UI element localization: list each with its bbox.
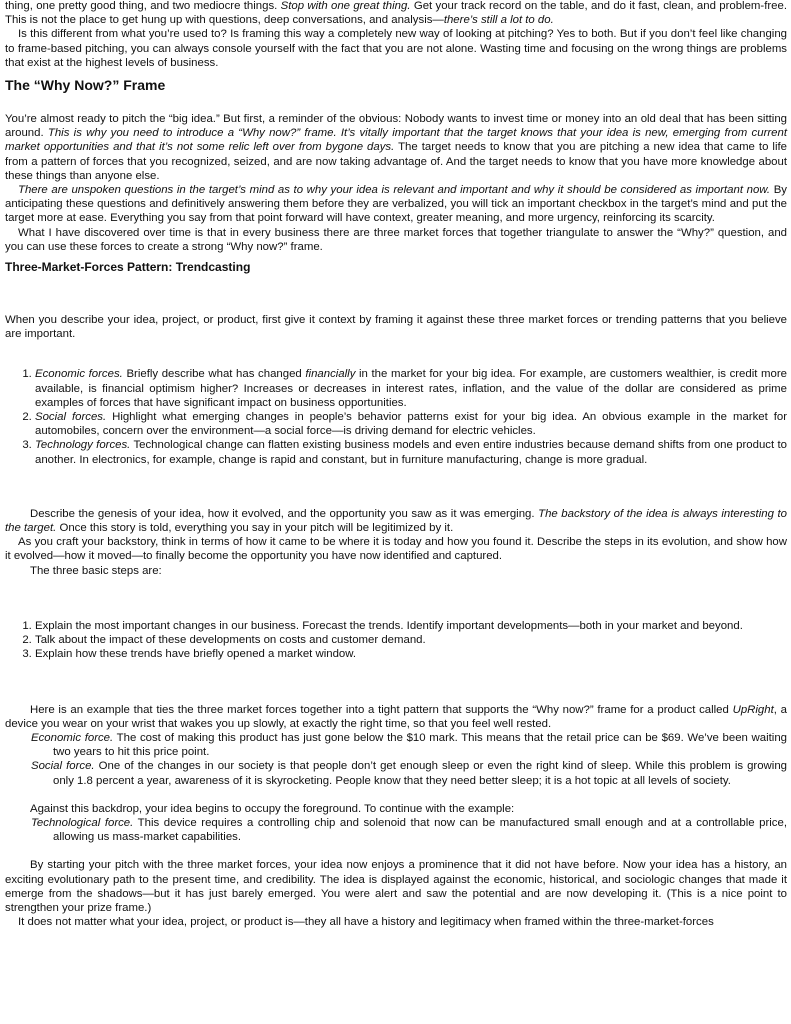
paragraph-backdrop: Against this backdrop, your idea begins to occupy the foreground. To continue with the example:: [30, 802, 515, 815]
list-item-step: 1. Explain the most important changes in our business. Forecast the trends. Identify important developments—both in your market and beyond.: [35, 619, 787, 633]
list-item-step: 2. Talk about the impact of these developments on costs and customer demand.: [35, 633, 787, 647]
market-forces-list: [5, 367, 787, 466]
list-item-step: 3. Explain how these trends have briefly opened a market window.: [35, 647, 787, 661]
heading-why-now-frame: The “Why Now?” Frame: [5, 77, 166, 94]
list-item-economic-forces: 1. Economic forces. Briefly describe what has changed financially in the market for your big idea. For example, are customers wealthier, is credit more available, is financial optimism higher? Increases or decreases in interest rates, inflation, and the value of the dollar are considered as prime examples of forces that have significant impact on business opportunities.: [35, 367, 787, 410]
list-item-technology-forces: 3. Technology forces. Technological change can flatten existing business models and even entire industries because demand shifts from one product to another. In electronics, for example, change is rapid and constant, but in furniture manufacturing, change is more gradual.: [35, 438, 787, 466]
paragraph-three-market-forces: What I have discovered over time is that in every business there are three market forces that together triangulate to answer the “Why?” question, and you can use these forces to create a strong “Why now?” frame.: [5, 226, 787, 253]
heading-trendcasting: Three-Market-Forces Pattern: Trendcasting: [5, 260, 251, 275]
example-economic-force: Economic force. The cost of making this product has just gone below the $10 mark. This means that the retail price can be $69. We’ve been waiting two years to hit this price point.: [31, 731, 788, 759]
document-page: [5, 0, 787, 929]
paragraph-track-record: thing, one pretty good thing, and two mediocre things. Stop with one great thing. Get your track record on the table, and do it fast, clean, and problem-free. This is not the place to get hung up with questions, deep conversations, and analysis—there’s still a lot to do.: [5, 0, 787, 27]
example-tech-force-block: [5, 816, 787, 844]
example-technological-force: Technological force. This device requires a controlling chip and solenoid that now can be manufactured small enough and at a controllable price, allowing us mass-market capabilities.: [31, 816, 787, 844]
paragraph-craft-backstory: As you craft your backstory, think in terms of how it came to be where it is today and how you found it. Describe the steps in its evolution, and show how it evolved—how it moved—to finally become the opportunity you have now identified and captured.: [5, 536, 787, 563]
paragraph-is-this-different: Is this different from what you’re used to? Is framing this way a completely new way of looking at pitching? Yes to both. But if you don’t feel like changing to frame-based pitching, you can always console yourself with the fact that you are not alone. Wasting time and focusing on the wrong things are problems that exist at the highest levels of business.: [5, 28, 787, 69]
paragraph-starting-pitch: By starting your pitch with the three market forces, your idea now enjoys a prominence that it did not have before. Now your idea has a history, an exciting evolutionary path to the present time, and credibility. The idea is displayed against the economic, historical, and sociologic changes that made it emerge from the shadows—but it has just barely emerged. You were alert and saw the potential and are now developing it. (This is a nice point to strengthen your prize frame.): [5, 859, 787, 914]
paragraph-upright-example: Here is an example that ties the three market forces together into a tight pattern that supports the “Why now?” frame for a product called UpRight, a device you wear on your wrist that wakes you up slowly, at exactly the right time, so that you feel well rested.: [5, 703, 788, 730]
list-item-social-forces: 2. Social forces. Highlight what emerging changes in people’s behavior patterns exist for your big idea. An obvious example in the market for automobiles, concern over the environment—a social force—is driving demand for electric vehicles.: [35, 410, 787, 438]
paragraph-does-not-matter: It does not matter what your idea, project, or product is—they all have a history and legitimacy when framed within the three-market-forces: [18, 916, 714, 929]
paragraph-unspoken-questions: There are unspoken questions in the target’s mind as to why your idea is relevant and important and why it should be considered as important now. By anticipating these questions and definitively answering them before they are verbalized, you will tick an important checkbox in the target’s mind and put the target more at ease. Everything you say from that point forward will have context, greater meaning, and more urgency, reinforcing its scarcity.: [5, 184, 787, 225]
basic-steps-list: [5, 619, 787, 662]
paragraph-why-now-intro: You’re almost ready to pitch the “big idea.” But first, a reminder of the obvious: Nobody wants to invest time or money into an old deal that has been sitting around. This is why you need to introduce a “Why now?” frame. It’s vitally important that the target knows that your idea is new, emerging from current market opportunities and that it’s not some relic left over from bygone days. The target needs to know that you are pitching a new idea that came to life from a pattern of forces that you recognized, seized, and are now taking advantage of. And the target needs to know that you have more knowledge about these things than anyone else.: [5, 113, 787, 182]
paragraph-genesis: Describe the genesis of your idea, how it evolved, and the opportunity you saw as it was emerging. The backstory of the idea is always interesting to the target. Once this story is told, everything you say in your pitch will be legitimized by it.: [5, 507, 787, 535]
example-social-force: Social force. One of the changes in our society is that people don’t get enough sleep or even the right kind of sleep. While this problem is growing only 1.8 percent a year, awareness of it is skyrocketing. People know that they need better sleep; it is a hot topic at all levels of society.: [31, 760, 787, 787]
paragraph-trendcasting-intro: When you describe your idea, project, or product, first give it context by framing it against these three market forces or trending patterns that you believe are important.: [5, 314, 787, 341]
example-forces: [5, 731, 787, 788]
paragraph-basic-steps: The three basic steps are:: [30, 564, 162, 577]
